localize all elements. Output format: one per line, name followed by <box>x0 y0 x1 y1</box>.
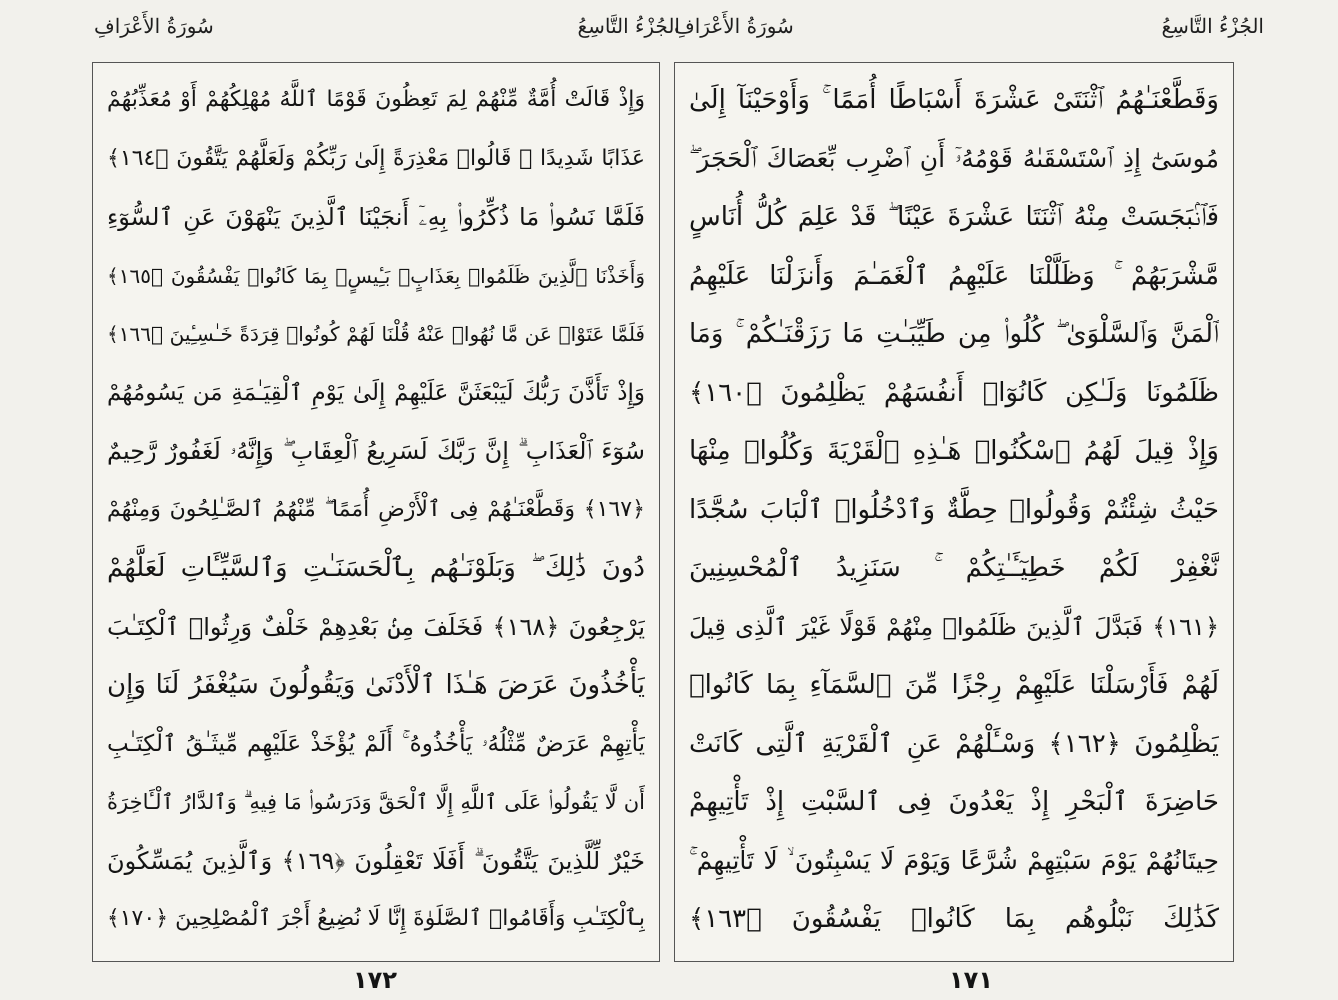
right-header-juz-name: الجُزْءُ التَّاسِعُ <box>1161 14 1264 38</box>
left-page-text-line: وَإِذْ قَالَتْ أُمَّةٌ مِّنْهُمْ لِمَ تَعِظُونَ قَوْمًا ٱللَّهُ مُهْلِكُهُمْ أَوْ مُعَذِّبُهُمْ <box>107 87 645 112</box>
left-header-surah-name: سُورَةُ الأَعْرَافِ <box>94 14 214 38</box>
right-page-text-line: مُوسَىٰٓ إِذِ ٱسْتَسْقَىٰهُ قَوْمُهُۥٓ أَنِ ٱضْرِب بِّعَصَاكَ ٱلْحَجَرَ ۖ <box>689 143 1219 173</box>
left-page-text-line: وَإِذْ تَأَذَّنَ رَبُّكَ لَيَبْعَثَنَّ عَلَيْهِمْ إِلَىٰ يَوْمِ ٱلْقِيَـٰمَةِ مَن يَسُومُهُمْ <box>107 379 645 406</box>
right-page-text-line: كَذَٰلِكَ نَبْلُوهُم بِمَا كَانُوا۟ يَفْسُقُونَ ﴿١٦٣﴾ <box>689 904 1219 934</box>
left-page-text-line: خَيْرٌ لِّلَّذِينَ يَتَّقُونَ ۗ أَفَلَا تَعْقِلُونَ ﴿١٦٩﴾ وَٱلَّذِينَ يُمَسِّكُونَ <box>107 846 645 875</box>
left-page-text-line: عَذَابًا شَدِيدًا ۖ قَالُوا۟ مَعْذِرَةً إِلَىٰ رَبِّكُمْ وَلَعَلَّهُمْ يَتَّقُونَ ﴿١٦٤﴾ <box>107 145 645 171</box>
right-page-text-line: نَّغْفِرْ لَكُمْ خَطِيٓـَٔـٰتِكُمْ ۚ سَنَزِيدُ ٱلْمُحْسِنِينَ <box>689 553 1219 583</box>
left-page-text-line: فَلَمَّا عَتَوْا۟ عَن مَّا نُهُوا۟ عَنْهُ قُلْنَا لَهُمْ كُونُوا۟ قِرَدَةً خَـٰسِـِٔينَ ﴿١٦٦﴾ <box>107 322 645 346</box>
left-page-text-line: بِٱلْكِتَـٰبِ وَأَقَامُوا۟ ٱلصَّلَوٰةَ إِنَّا لَا نُضِيعُ أَجْرَ ٱلْمُصْلِحِينَ ﴿١٧٠﴾ <box>107 906 645 931</box>
right-page-text-line: ظَلَمُونَا وَلَـٰكِن كَانُوٓا۟ أَنفُسَهُمْ يَظْلِمُونَ ﴿١٦٠﴾ <box>689 377 1219 408</box>
left-page-text-line: يَأْتِهِمْ عَرَضٌ مِّثْلُهُۥ يَأْخُذُوهُ ۚ أَلَمْ يُؤْخَذْ عَلَيْهِم مِّيثَـٰقُ ٱلْكِتَـٰبِ <box>107 730 645 757</box>
right-page-text-line: مَّشْرَبَهُمْ ۚ وَظَلَّلْنَا عَلَيْهِمُ ٱلْغَمَـٰمَ وَأَنزَلْنَا عَلَيْهِمُ <box>689 260 1219 291</box>
right-header-surah-name: سُورَةُ الأَعْرَافِ <box>674 14 794 38</box>
right-page-text-line: وَإِذْ قِيلَ لَهُمُ ٱسْكُنُوا۟ هَـٰذِهِ ٱلْقَرْيَةَ وَكُلُوا۟ مِنْهَا <box>689 436 1219 466</box>
right-page-text-line: لَهُمْ فَأَرْسَلْنَا عَلَيْهِمْ رِجْزًا مِّنَ ٱلسَّمَآءِ بِمَا كَانُوا۟ <box>689 670 1219 700</box>
left-header-juz-name: الجُزْءُ التَّاسِعُ <box>577 14 680 38</box>
left-page-text-line: وَأَخَذْنَا ٱلَّذِينَ ظَلَمُوا۟ بِعَذَابٍۭ بَـِٔيسٍۭ بِمَا كَانُوا۟ يَفْسُقُونَ ﴿١٦٥﴾ <box>107 263 645 288</box>
right-page <box>662 0 1262 1000</box>
right-page-header <box>662 14 1262 50</box>
right-page-text-line: حَيْثُ شِئْتُمْ وَقُولُوا۟ حِطَّةٌ وَٱدْخُلُوا۟ ٱلْبَابَ سُجَّدًا <box>689 494 1219 525</box>
left-page-header <box>82 14 682 50</box>
right-page-lines <box>689 71 1219 949</box>
left-page-text-line: دُونَ ذَٰلِكَ ۖ وَبَلَوْنَـٰهُم بِٱلْحَسَنَـٰتِ وَٱلسَّيِّـَٔاتِ لَعَلَّهُمْ <box>107 553 645 583</box>
right-page-text-line: ٱلْمَنَّ وَٱلسَّلْوَىٰ ۖ كُلُوا۟ مِن طَيِّبَـٰتِ مَا رَزَقْنَـٰكُمْ ۚ وَمَا <box>689 319 1219 349</box>
right-page-number: ١٧١ <box>949 966 993 994</box>
left-page-text-line: سُوٓءَ ٱلْعَذَابِ ۗ إِنَّ رَبَّكَ لَسَرِيعُ ٱلْعِقَابِ ۖ وَإِنَّهُۥ لَغَفُورٌ رَّحِيمٌ <box>107 437 645 465</box>
right-page-text-line: وَقَطَّعْنَـٰهُمُ ٱثْنَتَىْ عَشْرَةَ أَسْبَاطًا أُمَمًا ۚ وَأَوْحَيْنَآ إِلَىٰ <box>689 85 1219 115</box>
left-page-text-line: يَأْخُذُونَ عَرَضَ هَـٰذَا ٱلْأَدْنَىٰ وَيَقُولُونَ سَيُغْفَرُ لَنَا وَإِن <box>107 670 645 700</box>
left-page-number: ١٧٢ <box>353 966 397 994</box>
right-page-text-line: يَظْلِمُونَ ﴿١٦٢﴾ وَسْـَٔلْهُمْ عَنِ ٱلْقَرْيَةِ ٱلَّتِى كَانَتْ <box>689 728 1219 759</box>
right-page-text-line: حِيتَانُهُمْ يَوْمَ سَبْتِهِمْ شُرَّعًا وَيَوْمَ لَا يَسْبِتُونَ ۙ لَا تَأْتِيهِمْ ۚ <box>689 845 1219 875</box>
left-page-lines <box>107 71 645 949</box>
left-page-text-line: يَرْجِعُونَ ﴿١٦٨﴾ فَخَلَفَ مِنۢ بَعْدِهِمْ خَلْفٌ وَرِثُوا۟ ٱلْكِتَـٰبَ <box>107 612 645 641</box>
left-page-text-line: فَلَمَّا نَسُوا۟ مَا ذُكِّرُوا۟ بِهِۦٓ أَنجَيْنَا ٱلَّذِينَ يَنْهَوْنَ عَنِ ٱلسُّوٓءِ <box>107 203 645 231</box>
right-page-text-frame <box>674 62 1234 962</box>
left-page-text-line: ﴿١٦٧﴾ وَقَطَّعْنَـٰهُمْ فِى ٱلْأَرْضِ أُمَمًا ۖ مِّنْهُمُ ٱلصَّـٰلِحُونَ وَمِنْهُمْ <box>107 496 645 522</box>
right-page-text-line: ﴿١٦١﴾ فَبَدَّلَ ٱلَّذِينَ ظَلَمُوا۟ مِنْهُمْ قَوْلًا غَيْرَ ٱلَّذِى قِيلَ <box>689 612 1219 641</box>
left-page-text-frame <box>92 62 660 962</box>
right-page-text-line: فَٱنۢبَجَسَتْ مِنْهُ ٱثْنَتَا عَشْرَةَ عَيْنًا ۖ قَدْ عَلِمَ كُلُّ أُنَاسٍ <box>689 202 1219 232</box>
left-page-text-line: أَن لَّا يَقُولُوا۟ عَلَى ٱللَّهِ إِلَّا ٱلْحَقَّ وَدَرَسُوا۟ مَا فِيهِ ۗ وَٱلدَّارُ ٱلْـَٔاخِرَةُ <box>107 790 645 814</box>
left-page <box>82 0 682 1000</box>
right-page-text-line: حَاضِرَةَ ٱلْبَحْرِ إِذْ يَعْدُونَ فِى ٱلسَّبْتِ إِذْ تَأْتِيهِمْ <box>689 787 1219 817</box>
